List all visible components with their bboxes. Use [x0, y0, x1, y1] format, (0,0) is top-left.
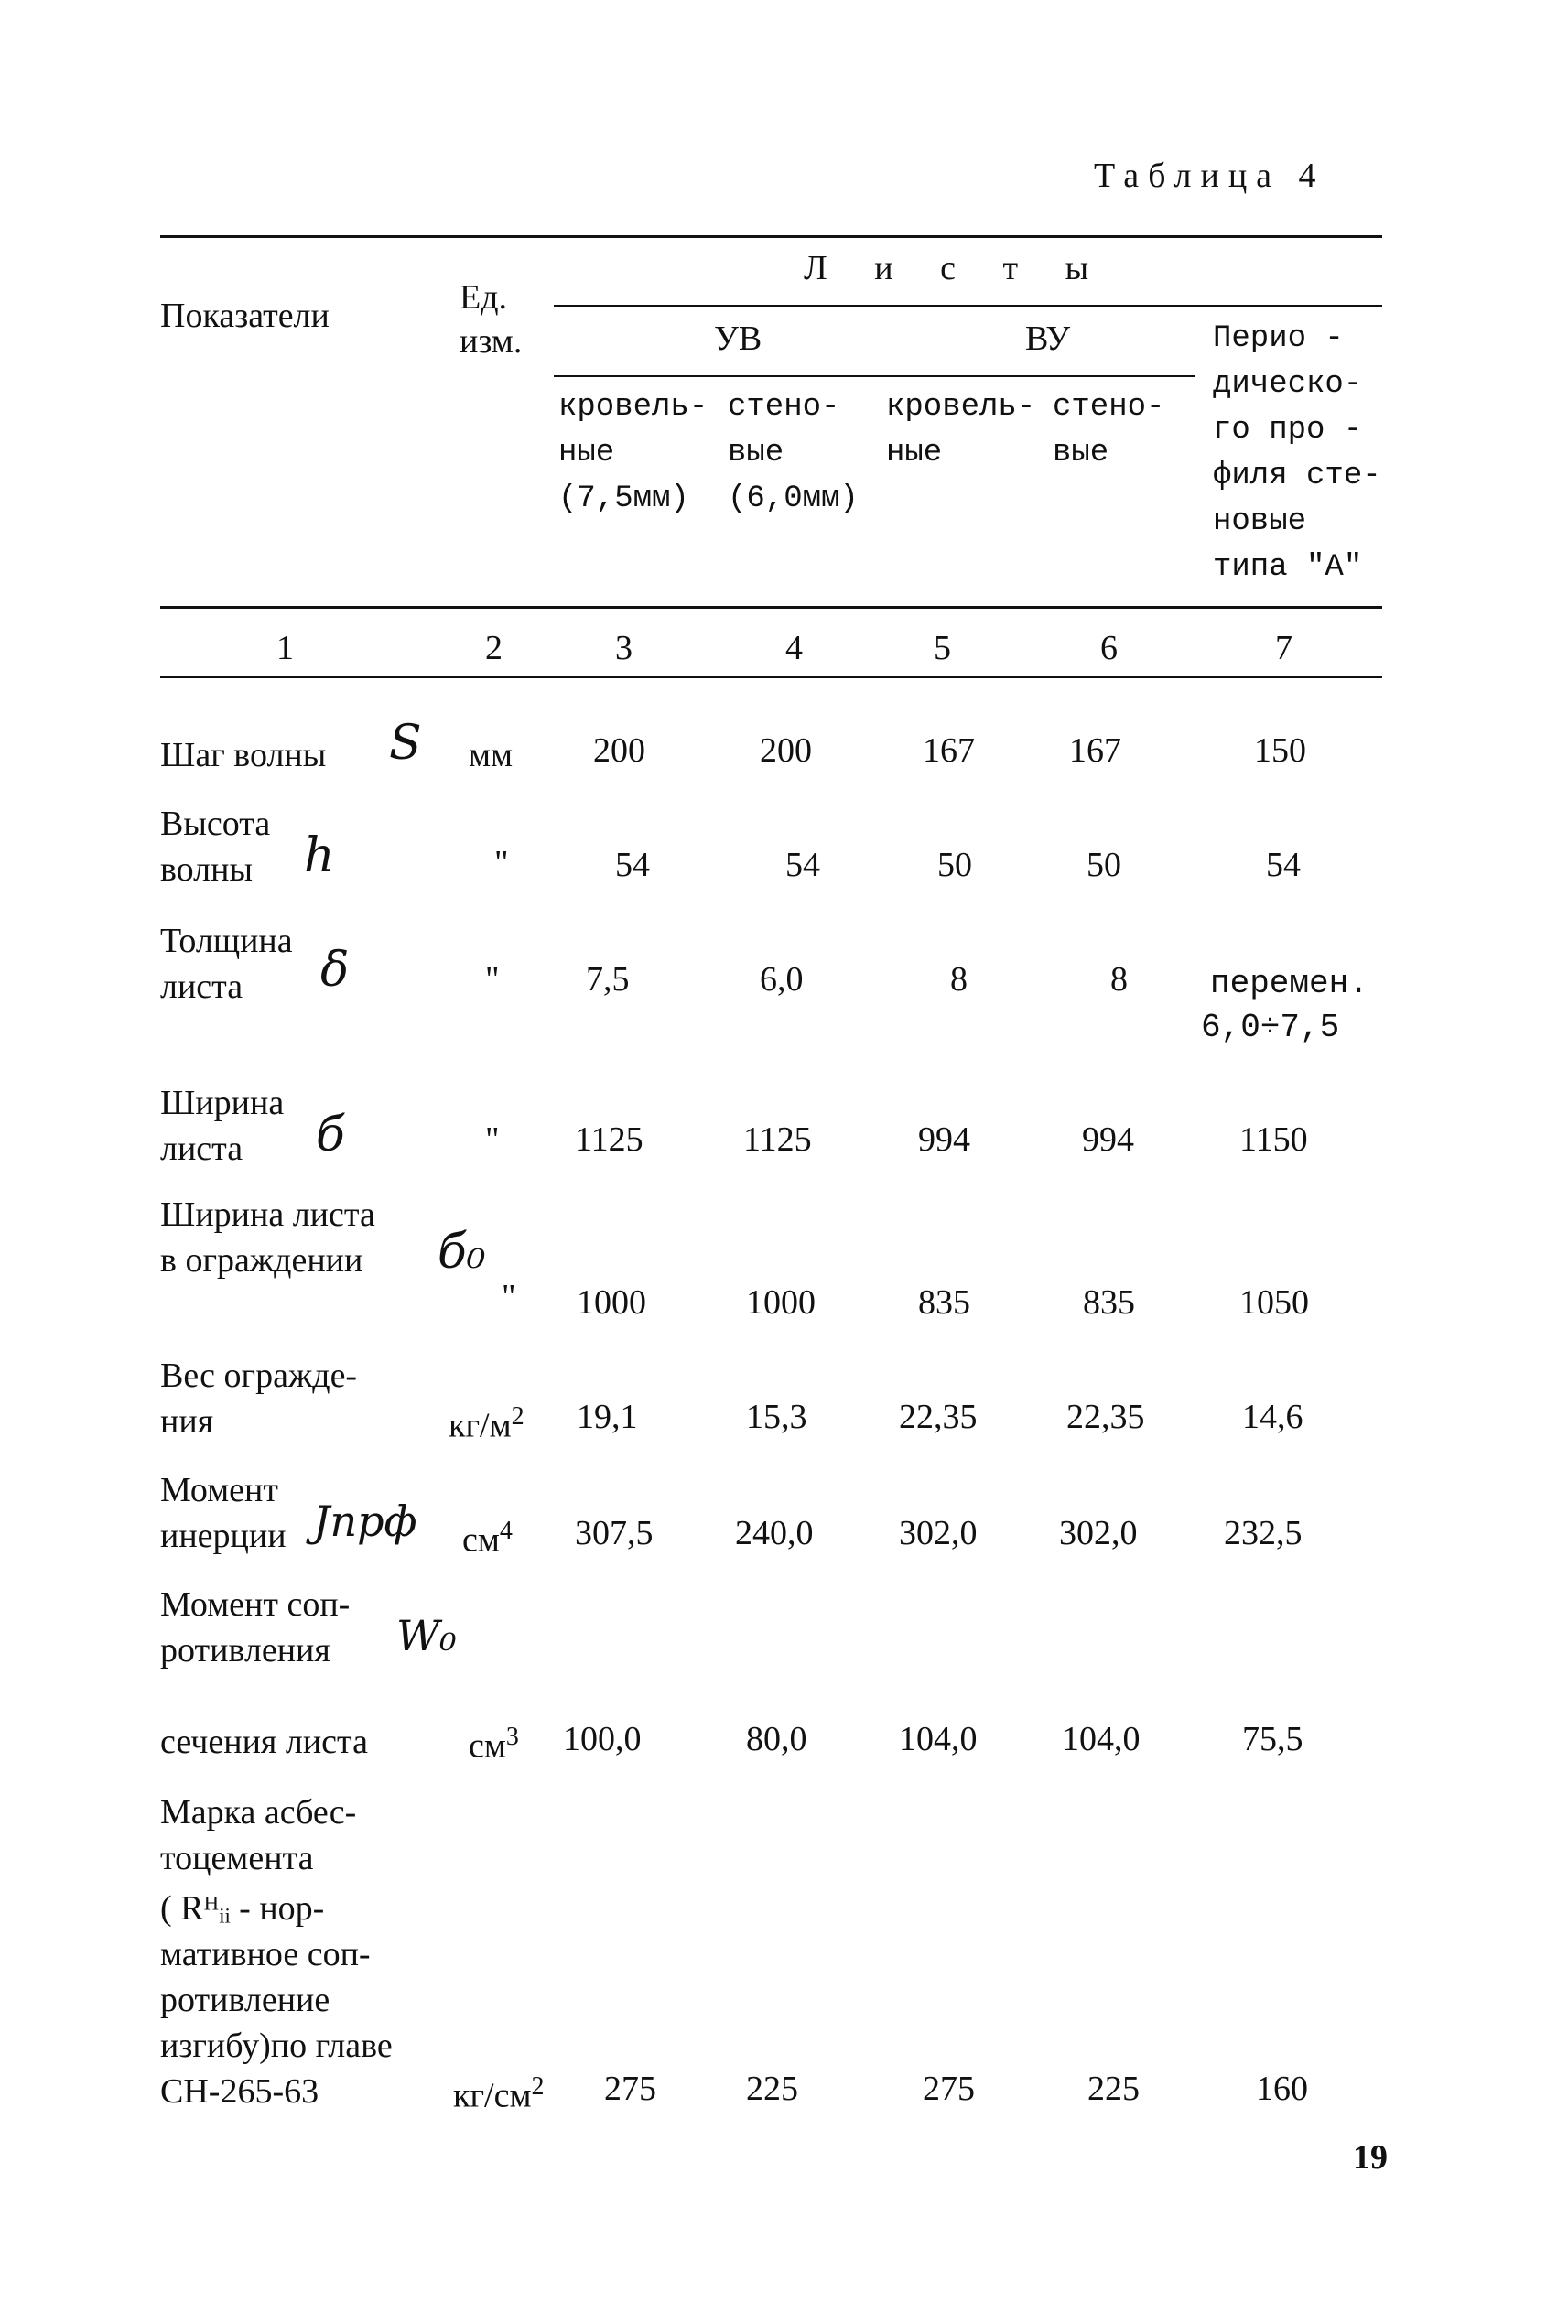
row-value: 100,0 [563, 1720, 642, 1758]
col-number: 6 [1100, 629, 1118, 667]
row-unit: " [502, 1278, 516, 1316]
header-indicators: Показатели [160, 297, 330, 335]
row-value: 225 [1087, 2070, 1140, 2108]
header-sub-col-5 [886, 384, 1035, 476]
header-vu: ВУ [1025, 319, 1071, 358]
row-value: 54 [785, 846, 820, 884]
header-periodic-line: новые [1213, 504, 1307, 539]
row-symbol: δ [320, 943, 350, 998]
sub-col-line: кровель- [558, 390, 708, 425]
row-value: 240,0 [735, 1514, 814, 1552]
row-value: 225 [746, 2070, 798, 2108]
sub-col-line: стено- [1053, 390, 1165, 425]
row-value: 7,5 [586, 960, 630, 999]
row-label: сечения листа [160, 1723, 368, 1761]
row-value: 302,0 [1059, 1514, 1138, 1552]
sub-col-line: ные [558, 436, 615, 470]
row-value: 200 [593, 731, 645, 770]
row-value: 275 [923, 2070, 975, 2108]
header-sub-col-6 [1053, 384, 1164, 476]
row-value: 75,5 [1242, 1720, 1303, 1758]
col-number: 2 [485, 629, 503, 667]
header-periodic [1213, 316, 1381, 590]
row-unit: мм [469, 736, 514, 774]
header-unit-line2: изм. [460, 322, 523, 361]
row-value: перемен. [1210, 965, 1368, 1002]
row-label: ротивления [160, 1631, 330, 1670]
header-sub-col-4 [728, 384, 859, 522]
header-periodic-line: Перио - [1213, 321, 1344, 356]
row-symbol: б₀ [438, 1225, 486, 1280]
header-unit-line1: Ед. [460, 278, 508, 317]
row-label: Вес огражде- [160, 1357, 358, 1395]
row-value: 275 [604, 2070, 656, 2108]
row-value: 994 [918, 1120, 970, 1159]
row-label: Толщина [160, 922, 293, 960]
row-label: Ширина [160, 1084, 285, 1122]
sub-col-line: вые [728, 436, 784, 470]
row-value: 104,0 [899, 1720, 978, 1758]
row-value: 104,0 [1062, 1720, 1141, 1758]
col-number: 7 [1275, 629, 1292, 667]
row-unit [453, 2064, 545, 2119]
table-title: Таблица 4 [1094, 157, 1325, 195]
row-value: 8 [1110, 960, 1128, 999]
row-value: 994 [1082, 1120, 1134, 1159]
row-value: 307,5 [575, 1514, 654, 1552]
row-unit-text: см [469, 1726, 506, 1766]
row-value: 160 [1256, 2070, 1308, 2108]
row-unit [462, 1508, 513, 1563]
header-periodic-line: дическо- [1213, 367, 1363, 402]
header-uv: УВ [714, 319, 762, 358]
sub-col-line: вые [1053, 436, 1109, 470]
row-unit-text: кг/м [449, 1406, 512, 1445]
row-value-range: 6,0÷7,5 [1201, 1009, 1340, 1046]
row-value: 54 [615, 846, 650, 884]
top-rule [160, 235, 1382, 238]
row-symbol: Jпрф [313, 1497, 417, 1546]
row-label: СН-265-63 [160, 2072, 319, 2111]
row-unit: " [485, 1120, 500, 1159]
col-number: 5 [934, 629, 951, 667]
row-label: ( Rᴴᵢᵢ - нор- [160, 1889, 325, 1928]
row-value: 22,35 [1066, 1398, 1145, 1436]
row-value: 1000 [577, 1283, 646, 1322]
col-number: 3 [615, 629, 633, 667]
row-label: Высота [160, 805, 271, 843]
row-unit-sup: 3 [505, 1723, 519, 1751]
sub-col-line: стено- [728, 390, 840, 425]
row-unit: " [494, 844, 509, 882]
row-unit-sup: 4 [499, 1517, 513, 1545]
row-label: листа [160, 967, 243, 1006]
row-value: 22,35 [899, 1398, 978, 1436]
row-label: в ограждении [160, 1241, 363, 1280]
row-value: 1050 [1239, 1283, 1309, 1322]
row-value: 835 [1083, 1283, 1135, 1322]
row-label: ротивление [160, 1981, 330, 2019]
row-unit-sup: 2 [511, 1402, 524, 1431]
numbers-bottom-rule [160, 676, 1382, 678]
row-value: 50 [1087, 846, 1121, 884]
row-label: Момент соп- [160, 1585, 351, 1624]
row-symbol: S [389, 716, 422, 771]
row-label: Марка асбес- [160, 1793, 357, 1832]
header-periodic-line: филя сте- [1213, 459, 1381, 493]
row-label: волны [160, 850, 254, 889]
sub-col-line: ные [886, 436, 943, 470]
row-value: 15,3 [746, 1398, 807, 1436]
header-periodic-line: типа "А" [1213, 550, 1363, 585]
header-periodic-line: го про - [1213, 413, 1363, 448]
row-unit-text: кг/см [453, 2076, 532, 2115]
sheets-rule [554, 305, 1382, 307]
row-symbol: W₀ [396, 1611, 457, 1660]
row-value: 50 [937, 846, 972, 884]
row-label: ния [160, 1402, 214, 1441]
row-value: 80,0 [746, 1720, 807, 1758]
row-label: инерции [160, 1517, 287, 1555]
sub-col-line: (7,5мм) [558, 481, 689, 516]
row-label: Шаг волны [160, 736, 327, 774]
row-value: 167 [923, 731, 975, 770]
header-sub-col-3 [558, 384, 708, 522]
row-value: 1150 [1239, 1120, 1308, 1159]
row-label: Момент [160, 1471, 278, 1509]
uv-vu-rule [554, 375, 1195, 377]
row-unit: " [485, 960, 500, 999]
header-bottom-rule [160, 606, 1382, 609]
col-number: 1 [276, 629, 294, 667]
row-value: 54 [1266, 846, 1301, 884]
row-value: 1125 [575, 1120, 643, 1159]
page-number: 19 [1353, 2138, 1388, 2177]
row-label: мативное соп- [160, 1935, 371, 1973]
row-value: 1000 [746, 1283, 816, 1322]
row-label: листа [160, 1130, 243, 1168]
row-unit [449, 1394, 524, 1449]
row-value: 1125 [743, 1120, 812, 1159]
row-label: Ширина листа [160, 1195, 375, 1234]
header-sheets: Л и с т ы [804, 249, 1093, 287]
row-symbol: h [304, 828, 335, 883]
row-unit [469, 1714, 519, 1769]
row-value: 167 [1069, 731, 1121, 770]
row-value: 6,0 [760, 960, 804, 999]
row-unit-sup: 2 [531, 2072, 545, 2101]
row-value: 150 [1254, 731, 1306, 770]
col-number: 4 [785, 629, 803, 667]
row-value: 19,1 [577, 1398, 638, 1436]
row-label: тоцемента [160, 1839, 314, 1877]
row-value: 200 [760, 731, 812, 770]
row-value: 232,5 [1224, 1514, 1303, 1552]
row-value: 835 [918, 1283, 970, 1322]
row-value: 302,0 [899, 1514, 978, 1552]
row-value: 8 [950, 960, 968, 999]
row-label: изгибу)по главе [160, 2027, 393, 2065]
sub-col-line: (6,0мм) [728, 481, 859, 516]
row-value: 14,6 [1242, 1398, 1303, 1436]
row-symbol: б [316, 1108, 345, 1162]
sub-col-line: кровель- [886, 390, 1036, 425]
row-unit-text: см [462, 1520, 500, 1560]
